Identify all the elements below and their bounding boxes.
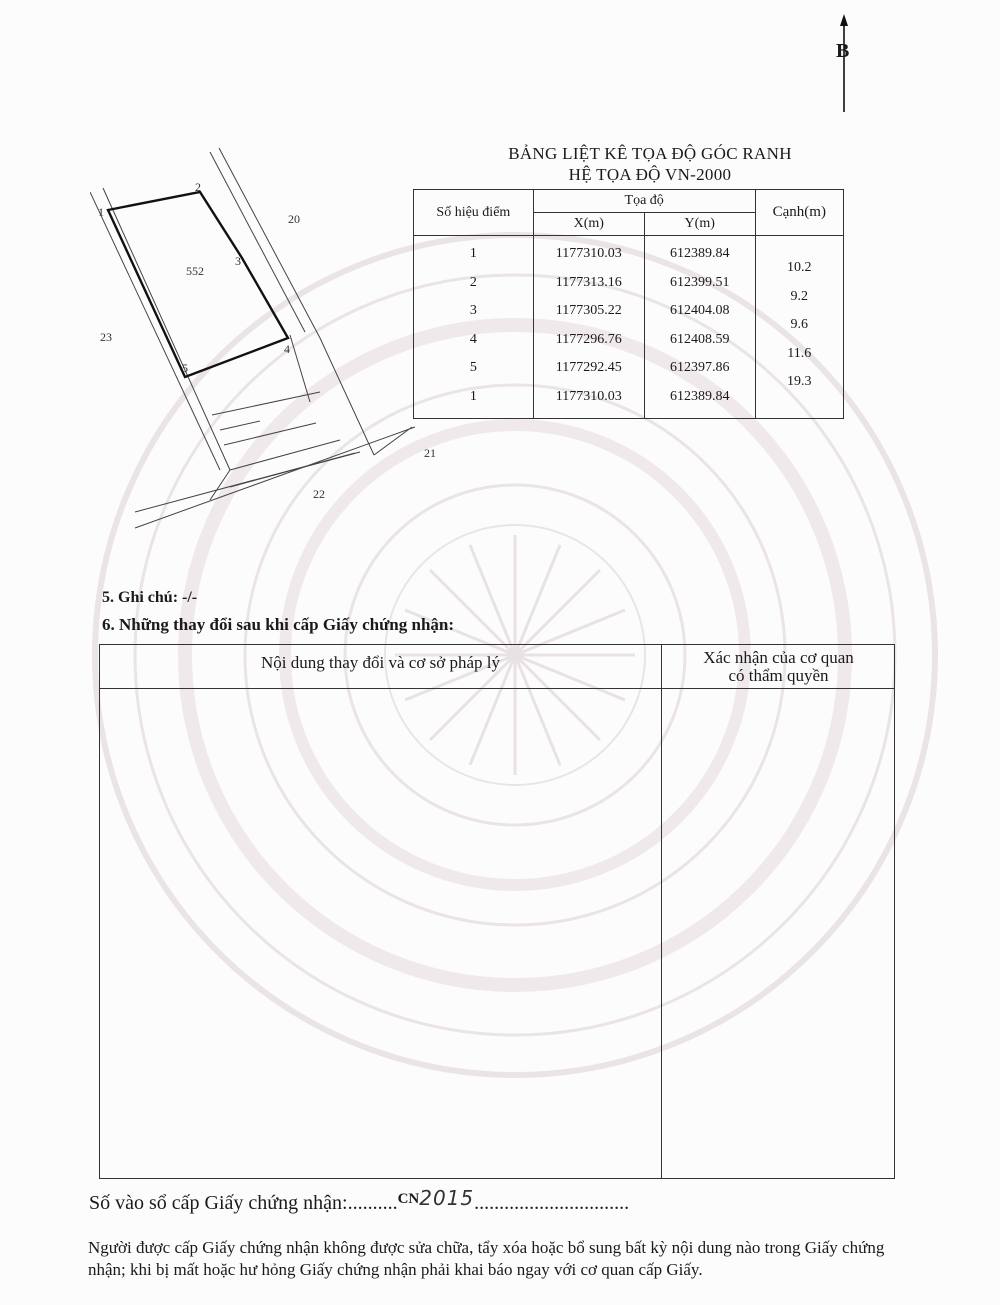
coord-table-title — [420, 143, 880, 185]
cell-point-5: 5 — [469, 360, 477, 376]
cell-y-3: 612404.08 — [669, 303, 730, 319]
cell-point-6: 1 — [469, 388, 477, 404]
cell-y-2: 612399.51 — [669, 274, 730, 290]
registration-prefix: CN — [397, 1191, 420, 1207]
coord-title-line1: BẢNG LIỆT KÊ TỌA ĐỘ GÓC RANH — [508, 144, 792, 163]
coordinate-table — [413, 189, 844, 419]
changes-header-content: Nội dung thay đổi và cơ sở pháp lý — [261, 653, 500, 672]
vertex-label-5: 5 — [182, 361, 188, 375]
cell-edge-5: 19.3 — [787, 374, 812, 390]
cell-edge-2: 9.2 — [790, 288, 809, 304]
note-section-6: 6. Những thay đổi sau khi cấp Giấy chứng nhận: — [102, 615, 455, 634]
confirmation-line1: Xác nhận của cơ quan — [703, 648, 854, 667]
cell-y-4: 612408.59 — [669, 331, 730, 347]
cell-point-4: 4 — [469, 331, 477, 347]
cell-edge-1: 10.2 — [787, 260, 812, 275]
cell-edge-4: 11.6 — [787, 345, 812, 361]
neighbor-20: 20 — [288, 212, 300, 226]
cell-point-2: 2 — [469, 274, 477, 290]
cell-x-4: 1177296.76 — [555, 331, 622, 347]
y-column — [644, 236, 755, 419]
changes-table — [99, 644, 895, 1179]
note-section-5: 5. Ghi chú: -/- — [102, 589, 198, 606]
registration-dots-after: ............................... — [474, 1192, 630, 1214]
cell-x-5: 1177292.45 — [555, 360, 622, 376]
cell-x-1: 1177310.03 — [555, 246, 622, 261]
cell-edge-3: 9.6 — [790, 317, 809, 333]
parcel-number: 552 — [186, 264, 204, 278]
cell-y-5: 612397.86 — [669, 360, 730, 376]
header-edge: Cạnh(m) — [755, 190, 843, 236]
changes-table-header-rule — [100, 688, 894, 689]
north-label: B — [836, 40, 850, 62]
registration-dots-before: .......... — [347, 1192, 398, 1214]
cell-x-3: 1177305.22 — [555, 303, 622, 319]
vertex-label-2: 2 — [195, 180, 201, 194]
confirmation-line2: có thẩm quyền — [728, 666, 829, 685]
vertex-label-1: 1 — [98, 205, 104, 219]
point-column — [414, 236, 534, 419]
cell-y-1: 612389.84 — [669, 246, 730, 261]
parcel-plot-diagram — [90, 140, 420, 540]
header-x: X(m) — [533, 213, 644, 236]
footer-warning: Người được cấp Giấy chứng nhận không được sửa chữa, tẩy xóa hoặc bổ sung bất kỳ nội dung nào trong Giấy chứng nhận; khi bị mất hoặc hư hỏng Giấy chứng nhận phải khai báo ngay với cơ quan cấp Giấy. — [88, 1238, 885, 1279]
registration-label: Số vào sổ cấp Giấy chứng nhận: — [89, 1192, 348, 1214]
cell-x-6: 1177310.03 — [555, 388, 622, 404]
neighbor-23: 23 — [100, 330, 112, 344]
parcel-boundary — [108, 192, 288, 377]
vertex-label-3: 3 — [235, 254, 241, 268]
neighbor-22: 22 — [313, 487, 325, 501]
north-arrow-icon — [830, 14, 860, 114]
changes-header-confirmation — [661, 649, 896, 685]
header-y: Y(m) — [644, 213, 755, 236]
coord-title-line2: HỆ TỌA ĐỘ VN-2000 — [568, 165, 732, 184]
registration-line — [89, 1186, 630, 1215]
registration-number: 2015 — [419, 1186, 475, 1210]
cell-y-6: 612389.84 — [669, 388, 730, 404]
x-column — [533, 236, 644, 419]
cell-x-2: 1177313.16 — [555, 274, 622, 290]
cell-point-1: 1 — [469, 246, 477, 261]
vertex-label-4: 4 — [284, 342, 290, 356]
edge-column — [755, 236, 843, 419]
changes-table-divider — [661, 645, 662, 1178]
cell-point-3: 3 — [469, 303, 477, 319]
header-coord: Tọa độ — [533, 190, 755, 213]
neighbor-21-label: 21 — [424, 446, 436, 460]
header-point: Số hiệu điểm — [414, 190, 534, 236]
